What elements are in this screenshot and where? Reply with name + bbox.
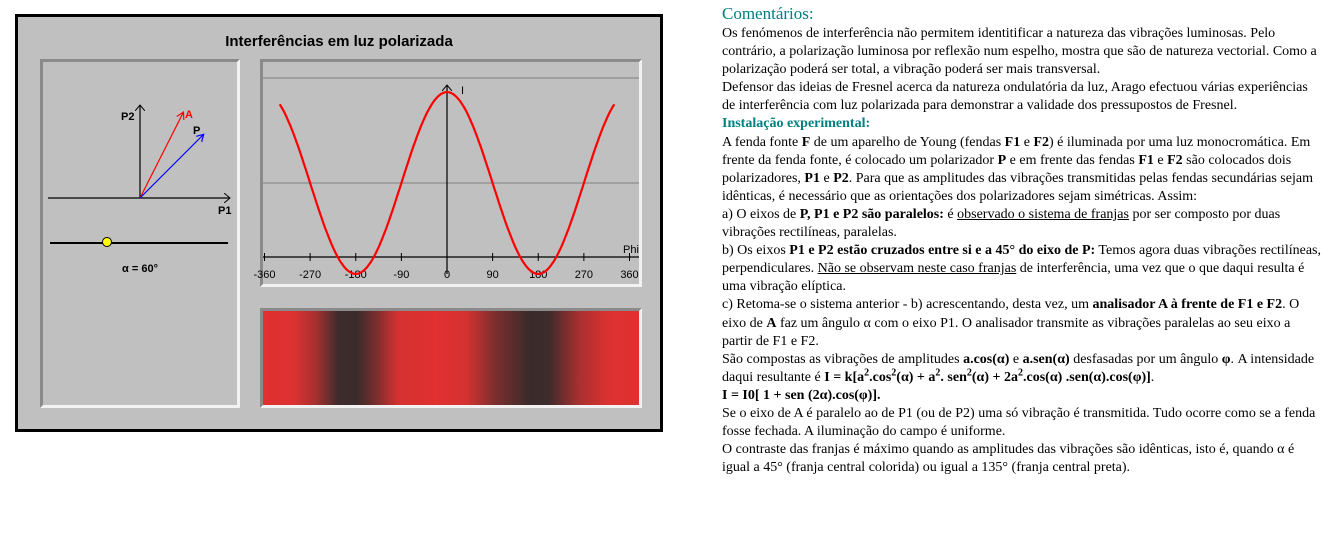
case-a-paragraph: a) O eixos de P, P1 e P2 são paralelos: é observado o sistema de franjas por ser composto por duas vibrações rectilíneas, paralelas. (722, 206, 1281, 241)
polarizer-vector-p (140, 135, 203, 198)
x-tick-label: -180 (344, 269, 367, 281)
x-tick-label: 270 (574, 269, 594, 281)
p-label: P (193, 125, 201, 137)
x-tick-label: 0 (443, 269, 451, 281)
comments-paragraph-1: Os fenómenos de interferência não permitem identitificar a natureza das vibrações luminosas. Pelo contrário, a polarização luminosa por reflexão num espelho, mostra que são de natureza vectorial. Como a polarização poderá ser total, a vibração poderá ser mais transversal. (722, 26, 1317, 78)
p2-label: P2 (121, 111, 135, 123)
intensity-formula: $I = k[a^2.\cos^2(\alpha) + a^2$. $sen^2(\alpha) + 2a^2.\cos(\alpha)$ .sen(α).cos(φ)] (824, 367, 1151, 385)
comments-paragraph-2: Defensor das ideias de Fresnel acerca da natureza ondulatória da luz, Arago efectuou várias experiências de interferência com luz polarizada para demonstrar a validade dos pressupostos de Fresnel. (722, 80, 1308, 114)
applet-title: Interferências em luz polarizada (225, 33, 453, 50)
case-b-paragraph: b) Os eixos P1 e P2 estão cruzados entre si e a 45° do eixo de P: Temos agora duas vibrações rectilíneas, perpendiculares. Não se observam neste caso franjas de interferência, uma vez que o que daqui resulta é uma vibração elíptica. (722, 243, 1321, 295)
fringe-pattern (263, 311, 639, 405)
x-tick-label: -270 (299, 269, 322, 281)
setup-paragraph: A fenda fonte F de um aparelho de Young (fendas F1 e F2) é iluminada por uma luz monocromática. Em frente da fenda fonte, é colocado um polarizador P e em frente das fendas F1 e F2 são colocados dois polarizadores, P1 e P2. Para que as amplitudes das vibrações transmitidas pelas fendas secundárias sejam idênticas, é necessário que as orientações dos polarizadores sejam simétricas. Assim: (722, 134, 1313, 204)
intensity-graph (253, 62, 639, 284)
x-tick-label: 360 (620, 269, 639, 281)
comments-section (722, 3, 1322, 477)
p1-label: P1 (218, 205, 232, 217)
y-axis-label: I (461, 85, 465, 97)
a-label: A (185, 109, 193, 121)
x-tick-label: -360 (253, 269, 276, 281)
x-axis-label: Phi (623, 244, 639, 256)
composed-paragraph: São compostas as vibrações de amplitudes a.cos(α) e a.sen(α) desfasadas por um ângulo φ. A intensidade daqui resultante é $I = k[a^2.\cos^2(\alpha) + a^2$. $sen^2(\alpha) + 2a^2.\cos(\alpha)$ .sen(α).cos(φ)]. (722, 351, 1315, 385)
case-c-paragraph: c) Retoma-se o sistema anterior - b) acrescentando, desta vez, um analisador A à frente de F1 e F2. O eixo de A faz um ângulo α com o eixo P1. O analisador transmite as vibrações paralelas ao seu eixo a partir de F1 e F2. (722, 297, 1300, 349)
vector-panel (40, 59, 240, 408)
x-tick-label: 90 (486, 269, 499, 281)
x-tick-label: 180 (529, 269, 548, 281)
intensity-graph-panel (253, 59, 642, 287)
analyzer-vector-a (140, 113, 183, 198)
parallel-paragraph: Se o eixo de A é paralelo ao de P1 (ou de P2) uma só vibração é transmitida. Tudo ocorre como se a fenda fosse fechada. A iluminação do campo é uniforme. (722, 405, 1316, 440)
x-tick-label: -90 (393, 269, 410, 281)
setup-heading: Instalação experimental: (722, 116, 871, 132)
alpha-label: α = 60° (122, 263, 158, 275)
contrast-paragraph: O contraste das franjas é máximo quando as amplitudes das vibrações são idênticas, isto é, quando α é igual a 45° (franja central colorida) ou igual a 135° (franja central preta). (722, 442, 1295, 476)
fringe-panel (260, 308, 642, 408)
vector-diagram (43, 62, 237, 405)
formula-2: I = I0[ 1 + sen (2α).cos(φ)]. (722, 387, 881, 403)
interference-applet (15, 14, 663, 432)
comments-title: Comentários: (722, 4, 814, 23)
